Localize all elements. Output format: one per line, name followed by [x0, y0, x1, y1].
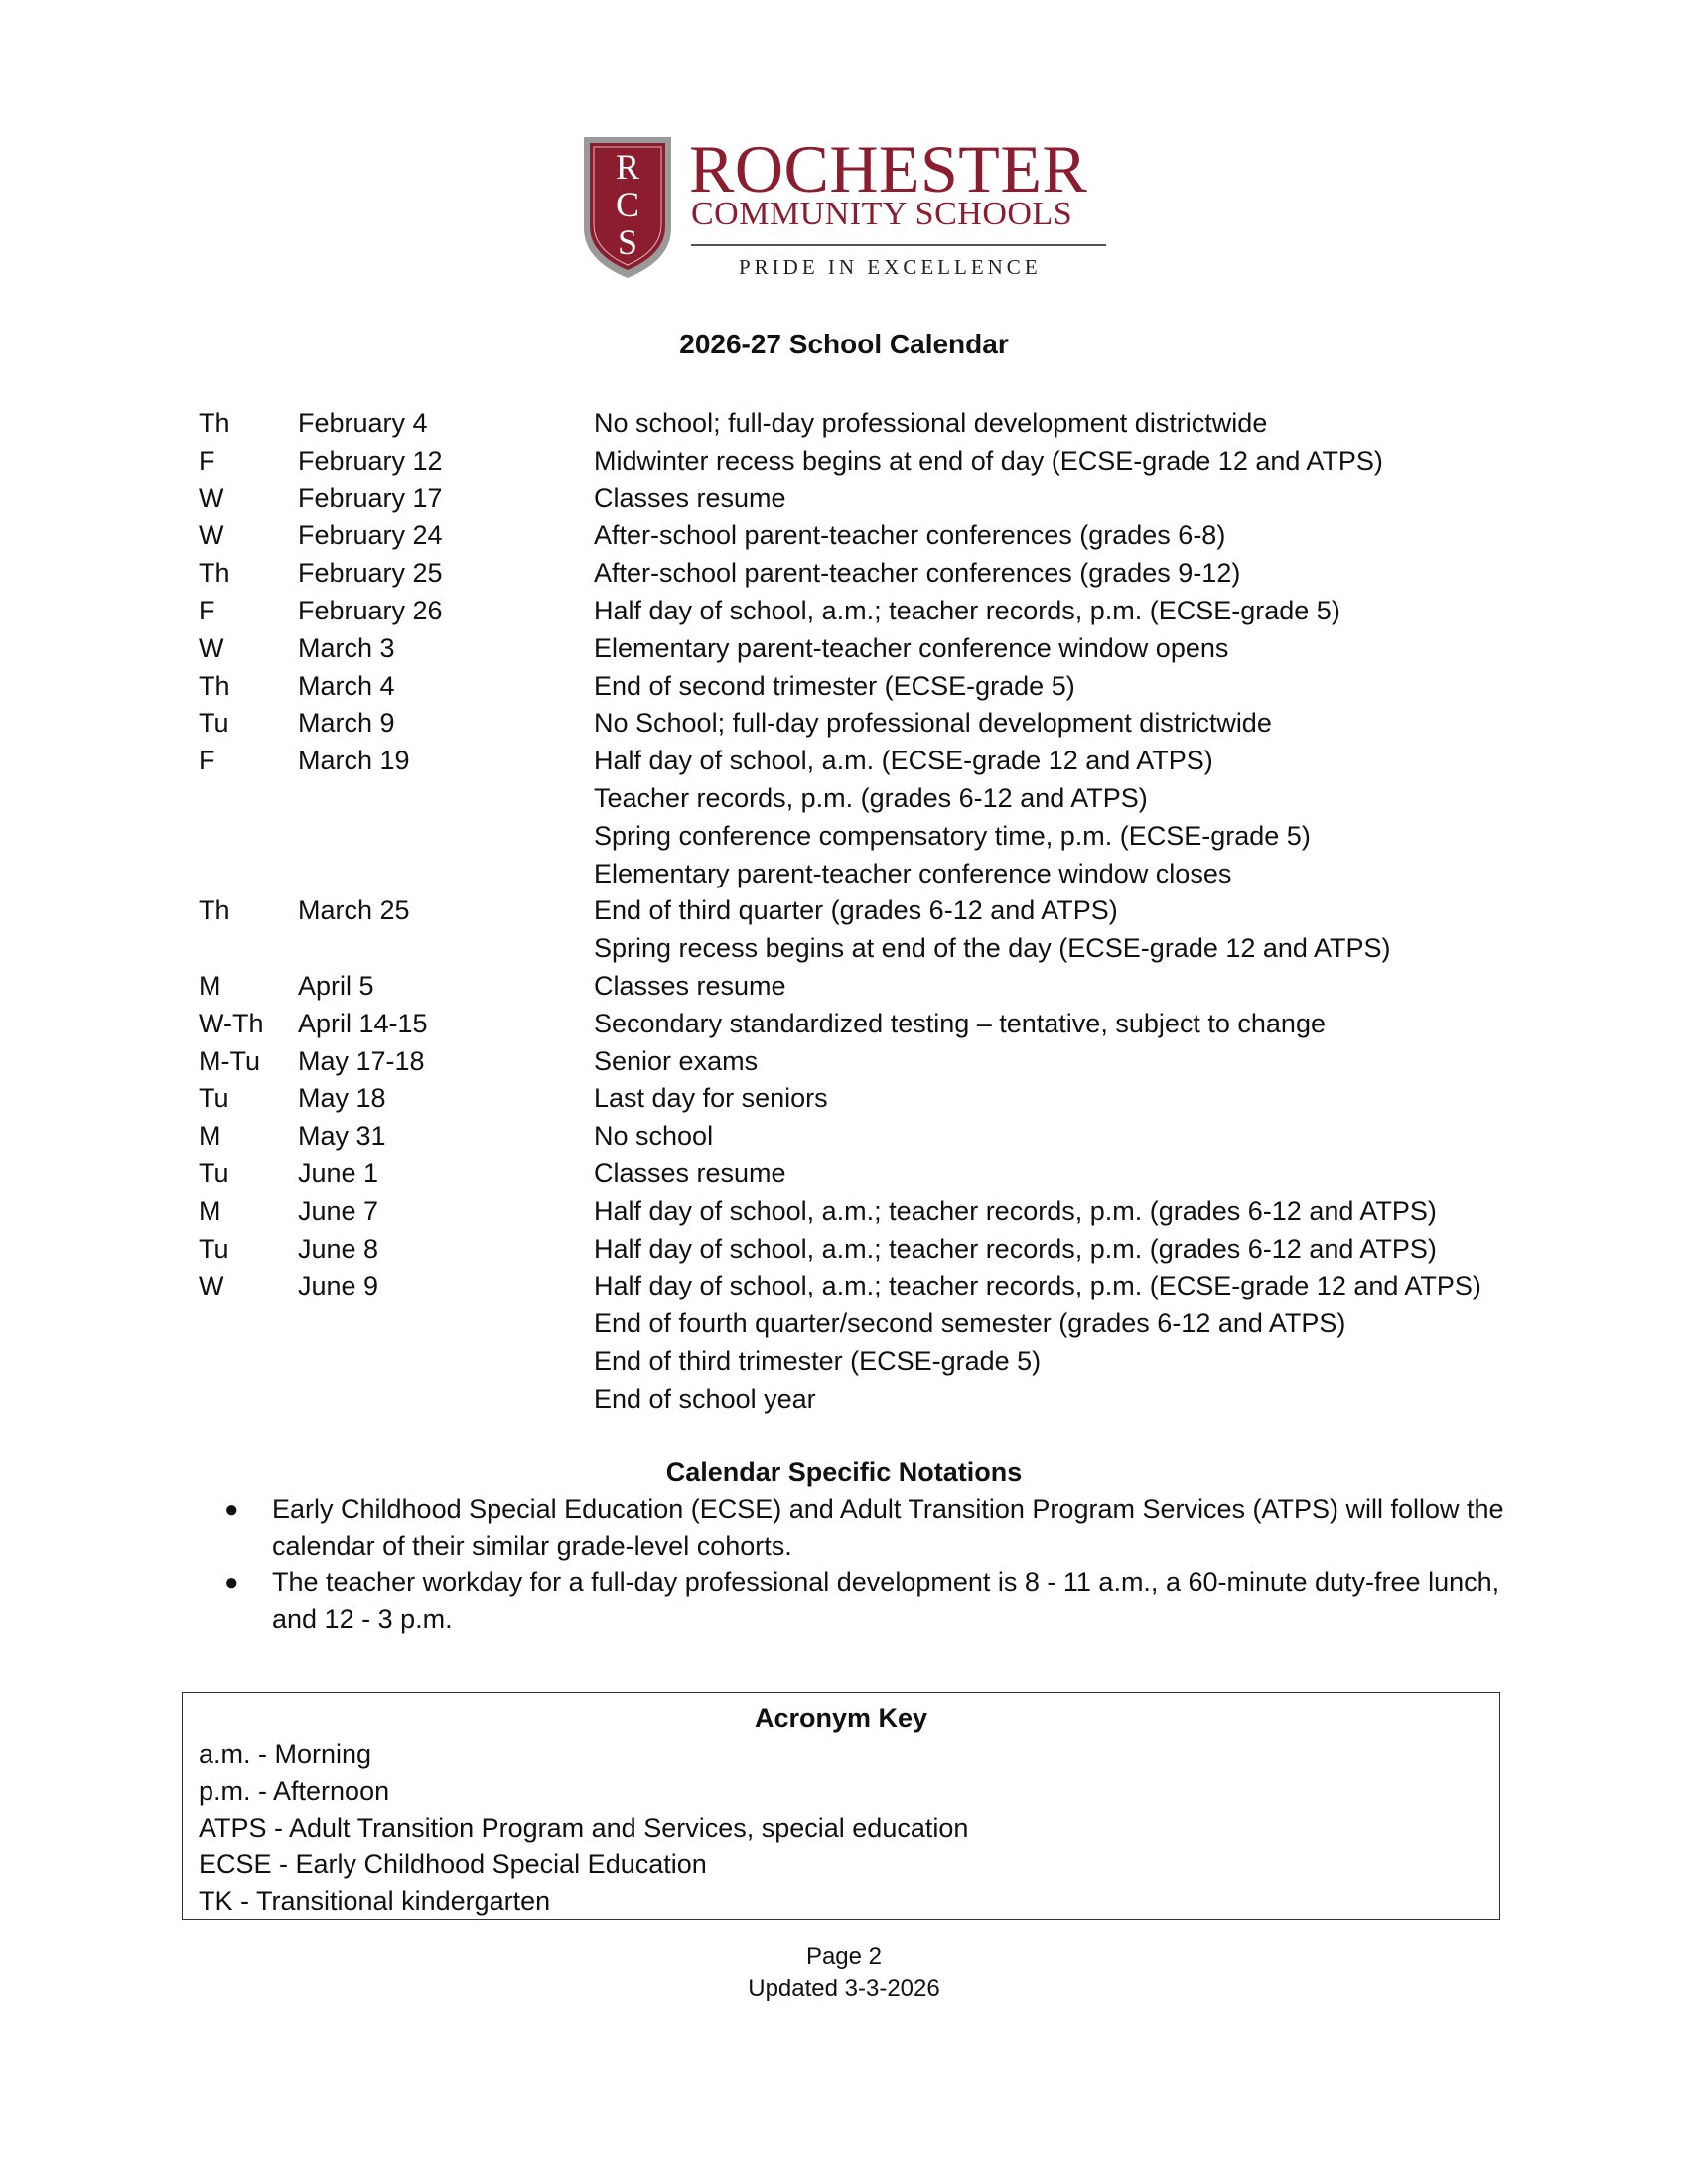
calendar-date: March 25 — [298, 895, 410, 926]
calendar-day: Tu — [199, 1233, 229, 1264]
calendar-description: Elementary parent-teacher conference window opens — [594, 632, 1229, 663]
calendar-date: February 26 — [298, 595, 443, 625]
bullet-icon: ● — [224, 1496, 239, 1523]
calendar-row — [199, 1006, 1549, 1043]
calendar-description: Elementary parent-teacher conference window closes — [594, 858, 1232, 888]
bullet-icon: ● — [224, 1570, 239, 1596]
calendar-schedule — [199, 405, 1549, 1419]
updated-date: Updated 3-3-2026 — [748, 1976, 940, 2002]
calendar-description: Half day of school, a.m.; teacher records, p.m. (grades 6-12 and ATPS) — [594, 1195, 1437, 1226]
monogram-r: R — [615, 147, 640, 187]
calendar-row — [199, 818, 1549, 856]
calendar-description: Senior exams — [594, 1045, 759, 1076]
calendar-date: March 3 — [298, 632, 395, 663]
acronym-key-list — [183, 1736, 1499, 1920]
calendar-row — [199, 668, 1549, 706]
calendar-description: Teacher records, p.m. (grades 6-12 and ATPS) — [594, 782, 1148, 813]
calendar-description: Spring recess begins at end of the day (ECSE-grade 12 and ATPS) — [594, 933, 1391, 964]
calendar-day: W — [199, 1271, 224, 1301]
calendar-description: No school — [594, 1121, 714, 1152]
calendar-description: Classes resume — [594, 482, 786, 513]
calendar-row — [199, 1381, 1549, 1419]
calendar-description: After-school parent-teacher conferences (grades 6-8) — [594, 520, 1226, 551]
calendar-description: Spring conference compensatory time, p.m. (ECSE-grade 5) — [594, 820, 1311, 851]
calendar-row — [199, 1231, 1549, 1269]
calendar-row — [199, 892, 1549, 930]
calendar-row — [199, 630, 1549, 668]
calendar-row — [199, 705, 1549, 743]
calendar-day: Th — [199, 670, 230, 701]
calendar-row — [199, 480, 1549, 518]
calendar-day: W — [199, 520, 224, 551]
calendar-row — [199, 743, 1549, 780]
calendar-description: Half day of school, a.m.; teacher records, p.m. (ECSE-grade 12 and ATPS) — [594, 1271, 1481, 1301]
calendar-description: End of school year — [594, 1383, 816, 1414]
acronym-key-box — [182, 1692, 1500, 1920]
calendar-date: June 9 — [298, 1271, 379, 1301]
calendar-row — [199, 405, 1549, 443]
calendar-row — [199, 517, 1549, 555]
calendar-day: Tu — [199, 1083, 229, 1114]
logo-divider — [691, 244, 1106, 246]
page-number: Page 2 — [805, 1943, 883, 1970]
calendar-day: M — [199, 1195, 221, 1226]
calendar-date: April 14-15 — [298, 1008, 428, 1038]
calendar-row — [199, 968, 1549, 1006]
calendar-date: February 12 — [298, 445, 443, 476]
calendar-day: F — [199, 746, 215, 776]
calendar-date: February 4 — [298, 408, 428, 438]
acronym-item: a.m. - Morning — [199, 1739, 372, 1769]
calendar-description: Classes resume — [594, 970, 786, 1001]
acronym-item: TK - Transitional kindergarten — [199, 1886, 551, 1916]
calendar-description: No school; full-day professional development districtwide — [594, 408, 1268, 438]
calendar-row — [199, 1268, 1549, 1305]
calendar-date: March 19 — [298, 746, 410, 776]
calendar-row — [199, 856, 1549, 893]
calendar-description: End of fourth quarter/second semester (grades 6-12 and ATPS) — [594, 1308, 1346, 1339]
notation-item — [220, 1565, 1511, 1638]
calendar-row — [199, 780, 1549, 818]
notation-text: Early Childhood Special Education (ECSE) and Adult Transition Program Services (ATPS) will follow the calendar of their similar grade-level cohorts. — [272, 1494, 1504, 1561]
logo-name: ROCHESTER — [689, 131, 1088, 206]
calendar-row — [199, 1193, 1549, 1231]
calendar-description: End of third trimester (ECSE-grade 5) — [594, 1345, 1042, 1376]
calendar-description: Half day of school, a.m.; teacher records, p.m. (grades 6-12 and ATPS) — [594, 1233, 1437, 1264]
calendar-date: April 5 — [298, 970, 374, 1001]
calendar-row — [199, 1118, 1549, 1156]
notation-text: The teacher workday for a full-day professional development is 8 - 11 a.m., a 60-minute duty-free lunch, and 12 - 3 p.m. — [272, 1568, 1500, 1634]
notations-list — [220, 1491, 1511, 1638]
calendar-date: June 8 — [298, 1233, 379, 1264]
calendar-row — [199, 930, 1549, 968]
calendar-day: M-Tu — [199, 1045, 260, 1076]
calendar-date: May 31 — [298, 1121, 386, 1152]
monogram-s: S — [617, 222, 638, 262]
rcs-shield-icon — [580, 133, 675, 282]
calendar-row — [199, 1156, 1549, 1193]
calendar-date: March 4 — [298, 670, 395, 701]
calendar-date: May 17-18 — [298, 1045, 425, 1076]
calendar-description: No School; full-day professional development districtwide — [594, 708, 1272, 739]
district-logo — [580, 133, 1116, 282]
notation-item — [220, 1491, 1511, 1565]
calendar-row — [199, 593, 1549, 630]
calendar-date: February 24 — [298, 520, 443, 551]
calendar-row — [199, 443, 1549, 480]
page-footer — [0, 1940, 1688, 2005]
calendar-date: February 25 — [298, 558, 443, 589]
calendar-description: End of second trimester (ECSE-grade 5) — [594, 670, 1075, 701]
calendar-description: Half day of school, a.m. (ECSE-grade 12 and ATPS) — [594, 746, 1213, 776]
monogram-c: C — [615, 185, 640, 224]
page-title: 2026-27 School Calendar — [679, 329, 1009, 359]
calendar-day: Th — [199, 895, 230, 926]
calendar-description: Midwinter recess begins at end of day (ECSE-grade 12 and ATPS) — [594, 445, 1383, 476]
acronym-key-title: Acronym Key — [754, 1704, 928, 1733]
calendar-row — [199, 1305, 1549, 1343]
calendar-description: Secondary standardized testing – tentative, subject to change — [594, 1008, 1326, 1038]
acronym-item: ATPS - Adult Transition Program and Services, special education — [199, 1813, 969, 1843]
calendar-description: Half day of school, a.m.; teacher records, p.m. (ECSE-grade 5) — [594, 595, 1340, 625]
calendar-day: M — [199, 970, 221, 1001]
calendar-day: M — [199, 1121, 221, 1152]
acronym-item: ECSE - Early Childhood Special Education — [199, 1849, 707, 1879]
calendar-description: Last day for seniors — [594, 1083, 828, 1114]
acronym-item: p.m. - Afternoon — [199, 1776, 390, 1806]
calendar-day: W — [199, 482, 224, 513]
calendar-day: W — [199, 632, 224, 663]
calendar-date: February 17 — [298, 482, 443, 513]
calendar-date: March 9 — [298, 708, 395, 739]
calendar-row — [199, 1043, 1549, 1081]
calendar-row — [199, 1080, 1549, 1118]
calendar-row — [199, 1343, 1549, 1381]
calendar-description: Classes resume — [594, 1158, 786, 1188]
logo-tagline: PRIDE IN EXCELLENCE — [739, 255, 1042, 279]
notations-title: Calendar Specific Notations — [665, 1457, 1023, 1487]
calendar-description: End of third quarter (grades 6-12 and ATPS) — [594, 895, 1118, 926]
calendar-day: W-Th — [199, 1008, 264, 1038]
calendar-day: Th — [199, 558, 230, 589]
calendar-date: June 7 — [298, 1195, 379, 1226]
calendar-date: June 1 — [298, 1158, 379, 1188]
calendar-row — [199, 555, 1549, 593]
calendar-date: May 18 — [298, 1083, 386, 1114]
calendar-description: After-school parent-teacher conferences (grades 9-12) — [594, 558, 1241, 589]
logo-subname: COMMUNITY SCHOOLS — [691, 196, 1073, 232]
calendar-day: Tu — [199, 1158, 229, 1188]
calendar-day: Th — [199, 408, 230, 438]
calendar-day: F — [199, 445, 215, 476]
calendar-day: Tu — [199, 708, 229, 739]
calendar-day: F — [199, 595, 215, 625]
